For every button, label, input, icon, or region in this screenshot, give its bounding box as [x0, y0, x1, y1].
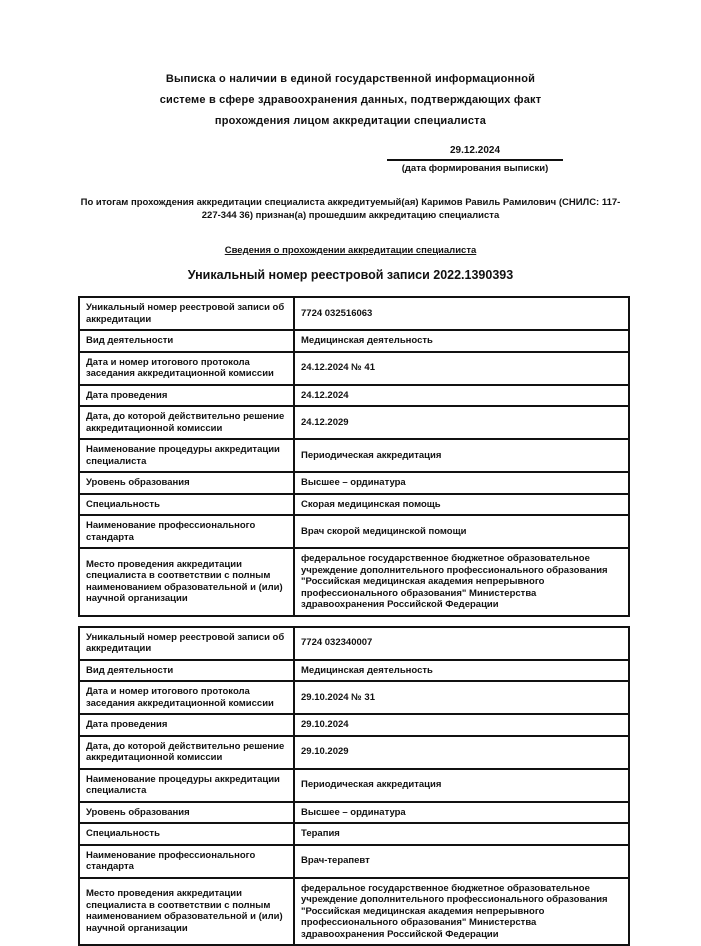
row-label: Наименование процедуры аккредитации специалиста	[79, 439, 294, 472]
row-value: Медицинская деятельность	[294, 660, 629, 682]
row-value: 24.12.2024	[294, 385, 629, 407]
formation-date-value: 29.12.2024	[387, 145, 563, 161]
row-value: 7724 032516063	[294, 297, 629, 330]
row-value: 24.12.2024 № 41	[294, 352, 629, 385]
row-label: Специальность	[79, 823, 294, 845]
row-label: Специальность	[79, 494, 294, 516]
row-value: Медицинская деятельность	[294, 330, 629, 352]
row-label: Вид деятельности	[79, 660, 294, 682]
row-value: 24.12.2029	[294, 406, 629, 439]
row-label: Дата, до которой действительно решение аккредитационной комиссии	[79, 736, 294, 769]
row-label: Место проведения аккредитации специалиста в соответствии с полным наименованием образовательной и (или) научной организации	[79, 548, 294, 616]
section-heading: Сведения о прохождении аккредитации специалиста	[0, 245, 701, 256]
row-value: Врач скорой медицинской помощи	[294, 515, 629, 548]
row-label: Вид деятельности	[79, 330, 294, 352]
row-value: Периодическая аккредитация	[294, 769, 629, 802]
row-label: Уникальный номер реестровой записи об аккредитации	[79, 297, 294, 330]
row-value: Периодическая аккредитация	[294, 439, 629, 472]
table-row	[79, 385, 629, 407]
table-row	[79, 352, 629, 385]
document-title-line: системе в сфере здравоохранения данных, подтверждающих факт	[0, 90, 701, 111]
row-value: Высшее – ординатура	[294, 802, 629, 824]
table-row	[79, 472, 629, 494]
table-row	[79, 714, 629, 736]
table-row	[79, 823, 629, 845]
row-label: Дата проведения	[79, 714, 294, 736]
row-label: Наименование профессионального стандарта	[79, 845, 294, 878]
table-row	[79, 439, 629, 472]
table-row	[79, 330, 629, 352]
accreditation-table-1	[78, 296, 630, 617]
formation-date-caption: (дата формирования выписки)	[387, 161, 563, 175]
accreditation-table-2	[78, 626, 630, 946]
row-value: Терапия	[294, 823, 629, 845]
table-row	[79, 660, 629, 682]
document-title-line: Выписка о наличии в единой государственной информационной	[0, 69, 701, 90]
row-value: 7724 032340007	[294, 627, 629, 660]
row-label: Дата и номер итогового протокола заседания аккредитационной комиссии	[79, 681, 294, 714]
table-row	[79, 406, 629, 439]
table-row	[79, 845, 629, 878]
row-label: Место проведения аккредитации специалиста в соответствии с полным наименованием образовательной и (или) научной организации	[79, 878, 294, 946]
row-label: Дата, до которой действительно решение аккредитационной комиссии	[79, 406, 294, 439]
intro-paragraph: По итогам прохождения аккредитации специалиста аккредитуемый(ая) Каримов Равиль Рамилович (СНИЛС: 117-227-344 36) признан(а) прошедшим аккредитацию специалиста	[77, 196, 625, 222]
table-row	[79, 769, 629, 802]
row-label: Дата проведения	[79, 385, 294, 407]
row-value: Скорая медицинская помощь	[294, 494, 629, 516]
table-row	[79, 548, 629, 616]
row-value: 29.10.2029	[294, 736, 629, 769]
registry-number-heading: Уникальный номер реестровой записи 2022.1390393	[0, 268, 701, 282]
row-value: федеральное государственное бюджетное образовательное учреждение дополнительного профессионального образования "Российская медицинская академия непрерывного профессионального образования" Министерства здравоохранения Российской Федерации	[294, 548, 629, 616]
table-row	[79, 802, 629, 824]
row-label: Уникальный номер реестровой записи об аккредитации	[79, 627, 294, 660]
row-value: 29.10.2024	[294, 714, 629, 736]
row-label: Уровень образования	[79, 472, 294, 494]
row-label: Наименование профессионального стандарта	[79, 515, 294, 548]
table-row	[79, 681, 629, 714]
row-value: Врач-терапевт	[294, 845, 629, 878]
table-row	[79, 627, 629, 660]
document-title-line: прохождения лицом аккредитации специалиста	[0, 111, 701, 132]
document-title	[0, 69, 701, 132]
row-label: Наименование процедуры аккредитации специалиста	[79, 769, 294, 802]
table-row	[79, 736, 629, 769]
row-value: 29.10.2024 № 31	[294, 681, 629, 714]
formation-date-block	[387, 145, 563, 175]
row-value: федеральное государственное бюджетное образовательное учреждение дополнительного профессионального образования "Российская медицинская академия непрерывного профессионального образования" Министерства здравоохранения Российской Федерации	[294, 878, 629, 946]
row-label: Дата и номер итогового протокола заседания аккредитационной комиссии	[79, 352, 294, 385]
table-row	[79, 297, 629, 330]
table-row	[79, 515, 629, 548]
table-row	[79, 878, 629, 946]
row-value: Высшее – ординатура	[294, 472, 629, 494]
row-label: Уровень образования	[79, 802, 294, 824]
table-row	[79, 494, 629, 516]
